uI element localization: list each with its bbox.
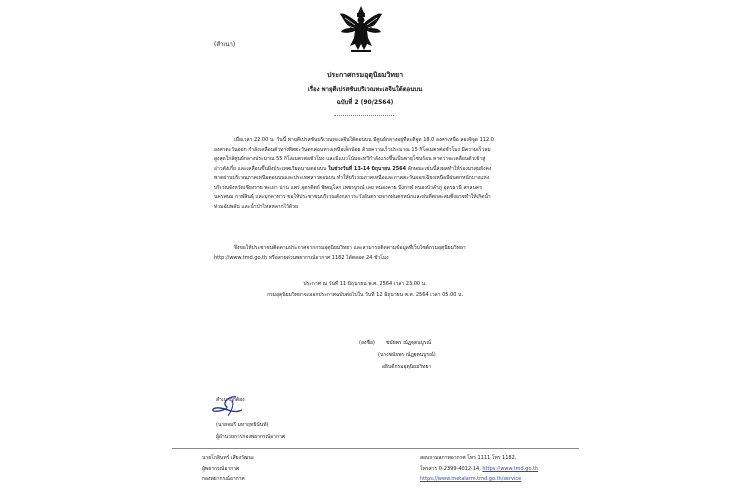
signed-label: (ลงชื่อ) [359,340,375,346]
signer-position: อธิบดีกรมอุตุนิยมวิทยา [382,364,432,370]
body-line: องศาตะวันออก กำลังเคลื่อนตัวทางทิศตะวันตกค่อนทางเหนือเล็กน้อย ด้วยความเร็วประมาณ 15 กิโลเมตรต่อชั่วโมง มีความเร็วลม [214,146,491,153]
next-announcement: กรมอุตุนิยมวิทยาจะออกประกาศฉบับต่อไปใน วันที่ 12 มิถุนายน พ.ศ. 2564 เวลา 05.00 น. [266,292,464,298]
signed-name: ชมัยพร ณ์ฏฐุตนบูรณ์ [386,340,432,346]
footer-contact-phone: สอบถามสภาพอากาศ โทร 1111 โทร 1182, [420,455,517,461]
body-line: บริเวณจังหวัดเชียงราย พะเยา น่าน แพร่ อุตรดิตถ์ พิษณุโลก เพชรบูรณ์ เลย หนองคาย บึงกาฬ หนองบัวลำภู อุดรธานี สกลนคร [214,184,482,191]
footer-fax-text: โทรสาร 0-2399-4012-14, [420,466,481,472]
body-line [214,165,516,175]
body-line-end: ลักษณะเช่นนี้ส่งผลทำให้ร่องมรสุมยังคง [407,165,492,172]
announce-date: ประกาศ ณ วันที่ 11 มิถุนายน พ.ศ. 2564 เวลา 23.00 น. [303,281,427,287]
footer-title: ผู้พยากรณ์อากาศ [202,466,240,472]
metalarm-service-link[interactable]: https://www.metalarm.tmd.go.th/service [420,476,522,482]
body-line: พาดผ่านบริเวณภาคเหนือตอนบนและประเทศลาวตอนบน ทำให้บริเวณภาคเหนือและภาคตะวันออกเฉียงเหนือมีฝนตกหนักบางแห่ง [214,175,490,181]
footer-contact-fax [420,466,538,473]
certify-name: (นายจมรี มหาฤทธินันท์) [216,422,269,428]
subject-line: เรื่อง พายุดีเปรสชันบริเวณทะเลจีนใต้ตอนบน [307,86,423,93]
highlight-date: ในช่วงวันที่ 13-14 มิถุนายน 2564 [328,165,407,172]
body-line-start: อ่าวตังเกี๋ย และเคลื่อนขึ้นฝั่งประเทศเวียดนามตอนบน [214,165,327,172]
title-separator [334,115,394,116]
certify-label: สำเนาถูกต้อง [216,397,245,403]
body-line: เมื่อเวลา 22.00 น. วันนี้ พายุดีเปรสชันบริเวณทะเลจีนใต้ตอนบน มีศูนย์กลางอยู่ที่ละติจูด 18.0 องศาเหนือ ลองจิจูด 112.0 [234,137,494,143]
handwritten-signature [208,394,248,420]
body-line: ท่วมฉับพลัน และน้ำป่าไหลหลากไว้ด้วย [214,203,298,210]
tmd-website-link[interactable]: https://www.tmd.go.th [482,466,539,472]
page-title: ประกาศกรมอุตุนิยมวิทยา [326,71,403,79]
issue-number: ฉบับที่ 2 (90/2564) [336,99,394,106]
body-line: จึงขอให้ประชาชนติดตามประกาศจากกรมอุตุนิยมวิทยา และสามารถติดตามข้อมูลที่เว็บไซต์กรมอุตุนิยมวิทยา [234,245,466,251]
garuda-emblem [339,4,383,54]
certify-position: ผู้อำนวยการกองพยากรณ์อากาศ [216,434,286,440]
body-paragraph-2 [214,244,516,263]
footer-name: นายโกสินทร์ เสียงวัฒนะ [202,455,255,461]
body-paragraph-1 [214,136,516,212]
signer-name: (นางชมัยพร ณ์ฏฐุตนบูรณ์) [378,352,436,358]
body-line: http://www.tmd.go.th หรือสายด่วนพยากรณ์อากาศ 1182 ได้ตลอด 24 ชั่วโมง [214,254,389,261]
copy-label: (สำเนา) [214,41,236,48]
body-line: สูงสุดใกล้ศูนย์กลางประมาณ 55 กิโลเมตรต่อชั่วโมง และมีแนวโน้มจะทวีกำลังแรงขึ้นเป็นพายุโซนร้อน คาดว่าจะเคลื่อนตัวเข้าสู่ [214,156,486,162]
body-line: นครพนม กาฬสินธุ์ และมุกดาหาร ขอให้ประชาชนบริเวณดังกล่าวระวังอันตรายจากฝนตกหนักและฝนที่ตกสะสมซึ่งอาจทำให้เกิดน้ำ [214,194,491,200]
footer-divider [172,448,579,449]
footer-division: กองพยากรณ์อากาศ [202,476,245,482]
